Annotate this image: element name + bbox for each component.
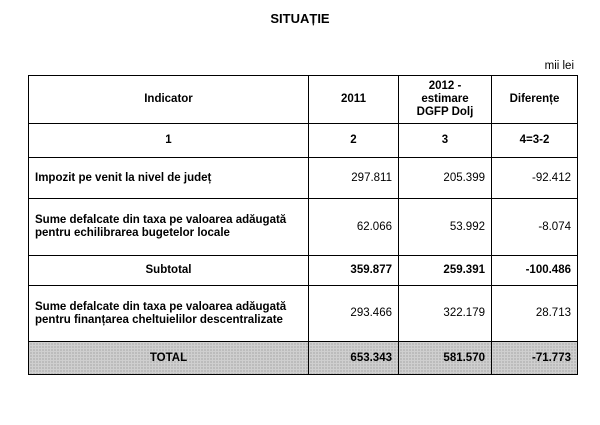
- value-difference: -71.773: [492, 342, 578, 375]
- subtotal-row: [29, 256, 578, 286]
- value-2012: 259.391: [399, 256, 492, 286]
- col-number: 2: [309, 124, 399, 158]
- value-2012: 581.570: [399, 342, 492, 375]
- row-label: Impozit pe venit la nivel de județ: [29, 158, 309, 199]
- header-2011: 2011: [309, 76, 399, 124]
- total-row: [29, 342, 578, 375]
- value-2011: 297.811: [309, 158, 399, 199]
- table-row: [29, 199, 578, 256]
- table-row: [29, 158, 578, 199]
- table-row: [29, 286, 578, 342]
- row-label: Sume defalcate din taxa pe valoarea adăugată pentru finanțarea cheltuielilor descentralizate: [29, 286, 309, 342]
- value-difference: -8.074: [492, 199, 578, 256]
- value-2011: 359.877: [309, 256, 399, 286]
- value-difference: -92.412: [492, 158, 578, 199]
- value-2012: 53.992: [399, 199, 492, 256]
- value-2012: 322.179: [399, 286, 492, 342]
- value-difference: 28.713: [492, 286, 578, 342]
- value-2011: 62.066: [309, 199, 399, 256]
- col-number: 1: [29, 124, 309, 158]
- header-differences: Diferențe: [492, 76, 578, 124]
- header-indicator: Indicator: [29, 76, 309, 124]
- col-number: 3: [399, 124, 492, 158]
- row-label: TOTAL: [29, 342, 309, 375]
- row-label: Sume defalcate din taxa pe valoarea adăugată pentru echilibrarea bugetelor locale: [29, 199, 309, 256]
- document-title: SITUAȚIE: [270, 11, 330, 26]
- unit-label: mii lei: [544, 60, 574, 72]
- data-table: [28, 75, 578, 375]
- header-2012: 2012 - estimare DGFP Dolj: [399, 76, 492, 124]
- value-difference: -100.486: [492, 256, 578, 286]
- value-2011: 293.466: [309, 286, 399, 342]
- column-numbering-row: [29, 124, 578, 158]
- table-header-row: [29, 76, 578, 124]
- value-2012: 205.399: [399, 158, 492, 199]
- row-label: Subtotal: [29, 256, 309, 286]
- value-2011: 653.343: [309, 342, 399, 375]
- col-number: 4=3-2: [492, 124, 578, 158]
